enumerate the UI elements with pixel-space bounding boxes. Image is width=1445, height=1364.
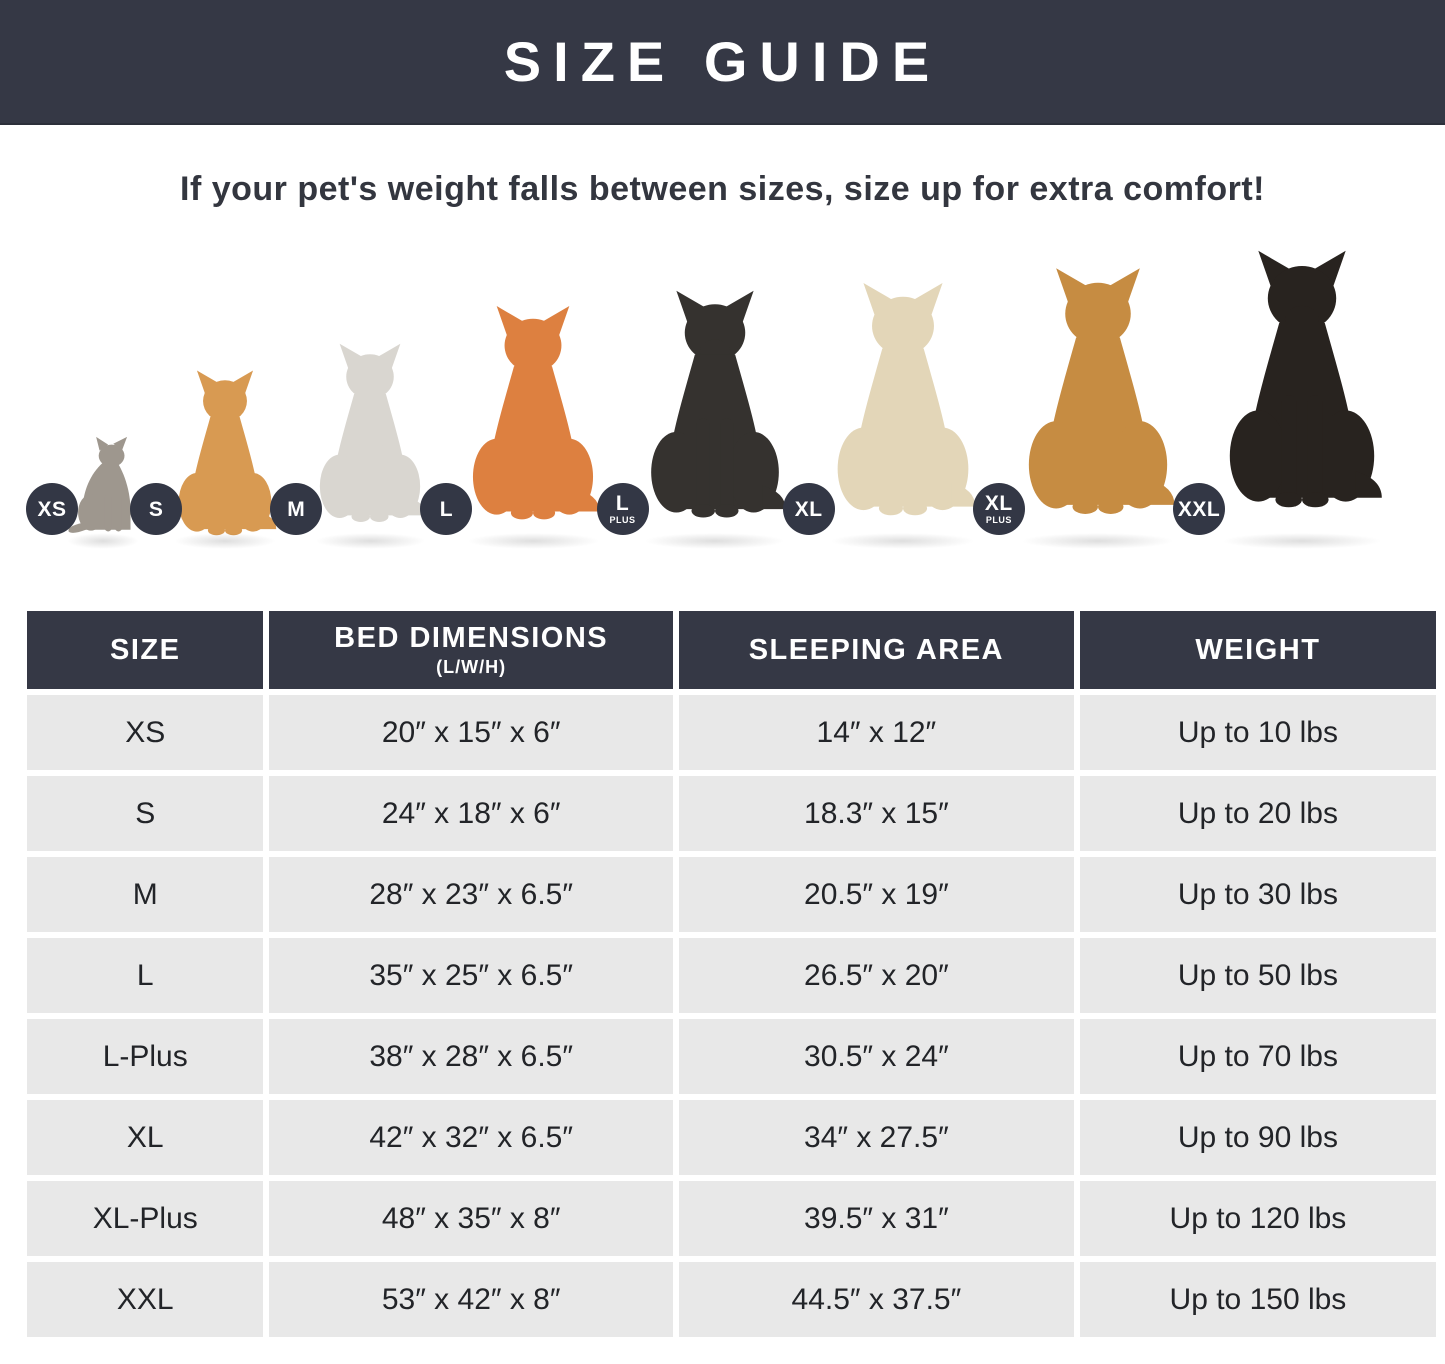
size-badge-xl: XL [783, 483, 835, 535]
size-guide-table [27, 611, 1418, 1337]
size-badge-s: S [130, 483, 182, 535]
table-cell-size: XL [27, 1100, 263, 1175]
column-header-bed-dimensions: BED DIMENSIONS (L/W/H) [269, 611, 672, 689]
table-cell-bed: 38″ x 28″ x 6.5″ [269, 1019, 672, 1094]
dog-icon [817, 259, 989, 541]
column-header-size: SIZE [27, 611, 263, 689]
table-cell-weight: Up to 10 lbs [1080, 695, 1436, 770]
pet-photo-doberman [1177, 219, 1397, 541]
pet-photo-shiba-inu [439, 286, 612, 541]
table-cell-size: L [27, 938, 263, 1013]
table-cell-bed: 53″ x 42″ x 8″ [269, 1262, 672, 1337]
pet-photo-labrador [794, 259, 989, 541]
page-title: SIZE GUIDE [503, 30, 942, 93]
size-badge-l-plus: L PLUS [597, 483, 649, 535]
table-cell-size: XL-Plus [27, 1181, 263, 1256]
table-cell-size: L-Plus [27, 1019, 263, 1094]
table-cell-sleep: 18.3″ x 15″ [679, 776, 1074, 851]
pet-photo-cat [37, 429, 146, 541]
sizing-advice-text: If your pet's weight falls between sizes, size up for extra comfort! [180, 170, 1265, 208]
table-cell-bed: 35″ x 25″ x 6.5″ [269, 938, 672, 1013]
pet-photo-golden-retriever [984, 243, 1189, 541]
pet-photo-pomeranian [148, 366, 286, 541]
column-header-weight: WEIGHT [1080, 611, 1436, 689]
table-cell-sleep: 20.5″ x 19″ [679, 857, 1074, 932]
pet-size-lineup [37, 209, 1397, 559]
table-cell-size: XS [27, 695, 263, 770]
size-badge-l: L [420, 483, 472, 535]
table-cell-sleep: 44.5″ x 37.5″ [679, 1262, 1074, 1337]
table-cell-sleep: 14″ x 12″ [679, 695, 1074, 770]
table-cell-weight: Up to 50 lbs [1080, 938, 1436, 1013]
size-guide-banner [0, 0, 1445, 125]
size-badge-xl-plus: XL PLUS [973, 483, 1025, 535]
table-cell-size: XXL [27, 1262, 263, 1337]
table-cell-weight: Up to 70 lbs [1080, 1019, 1436, 1094]
size-badge-xs: XS [26, 483, 78, 535]
table-cell-weight: Up to 90 lbs [1080, 1100, 1436, 1175]
table-cell-bed: 48″ x 35″ x 8″ [269, 1181, 672, 1256]
size-badge-m: M [270, 483, 322, 535]
dog-icon [631, 269, 799, 541]
table-cell-weight: Up to 20 lbs [1080, 776, 1436, 851]
table-cell-bed: 20″ x 15″ x 6″ [269, 695, 672, 770]
table-cell-size: S [27, 776, 263, 851]
dog-icon [304, 326, 436, 541]
column-header-sleeping-area: SLEEPING AREA [679, 611, 1074, 689]
table-cell-weight: Up to 120 lbs [1080, 1181, 1436, 1256]
dog-icon [164, 366, 286, 541]
pet-photo-border-collie [609, 269, 799, 541]
table-cell-bed: 42″ x 32″ x 6.5″ [269, 1100, 672, 1175]
table-cell-bed: 24″ x 18″ x 6″ [269, 776, 672, 851]
table-cell-sleep: 26.5″ x 20″ [679, 938, 1074, 1013]
dog-icon [1007, 243, 1189, 541]
table-cell-sleep: 39.5″ x 31″ [679, 1181, 1074, 1256]
dog-icon [1207, 219, 1397, 541]
table-cell-size: M [27, 857, 263, 932]
pet-photo-french-bulldog [287, 326, 436, 541]
table-cell-sleep: 34″ x 27.5″ [679, 1100, 1074, 1175]
dog-icon [454, 286, 612, 541]
table-cell-sleep: 30.5″ x 24″ [679, 1019, 1074, 1094]
size-badge-xxl: XXL [1173, 483, 1225, 535]
table-cell-weight: Up to 150 lbs [1080, 1262, 1436, 1337]
table-cell-weight: Up to 30 lbs [1080, 857, 1436, 932]
table-cell-bed: 28″ x 23″ x 6.5″ [269, 857, 672, 932]
